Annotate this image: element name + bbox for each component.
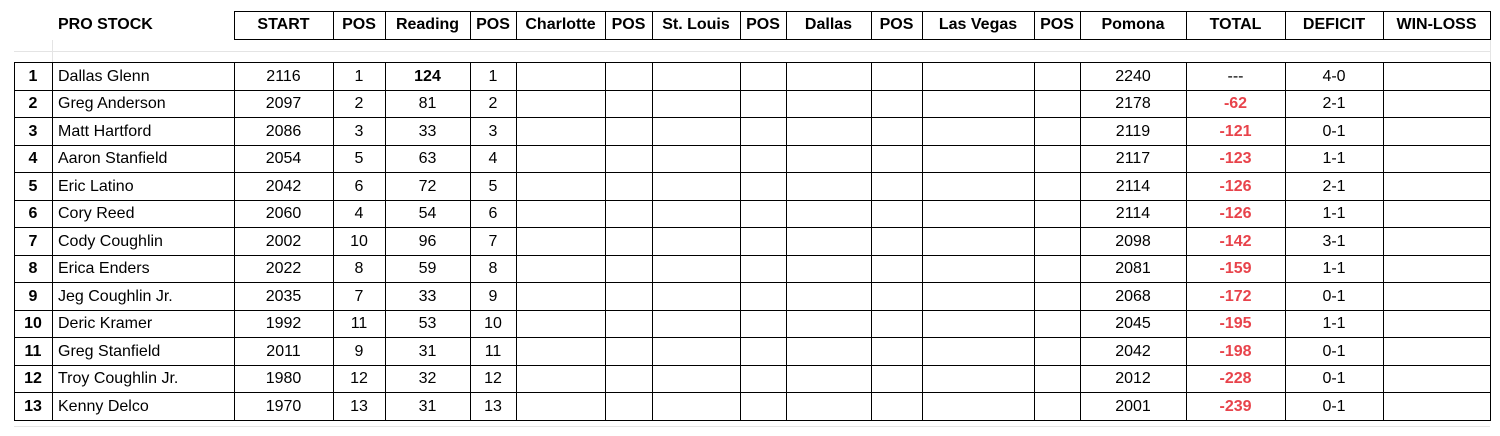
reading-position-cell: 8 (488, 260, 498, 278)
driver-name-cell: Eric Latino (58, 177, 134, 195)
start-position-cell: 2 (354, 95, 364, 113)
reading-position-cell: 7 (488, 232, 498, 250)
deficit-cell: -172 (1219, 287, 1252, 305)
column-header: PRO STOCK (58, 16, 153, 33)
start-position-cell: 13 (350, 397, 368, 415)
driver-name-cell: Dallas Glenn (58, 67, 150, 85)
start-points-cell: 2116 (266, 67, 301, 85)
rank-cell: 13 (24, 397, 42, 415)
column-header: WIN-LOSS (1396, 16, 1477, 33)
driver-name-cell: Deric Kramer (58, 315, 153, 333)
deficit-cell: -126 (1219, 177, 1252, 195)
column-divider (516, 62, 517, 421)
rank-cell: 4 (28, 150, 38, 168)
faint-gridline (14, 426, 1490, 427)
total-points-cell: 2068 (1115, 287, 1151, 305)
reading-points-cell: 33 (418, 122, 437, 140)
reading-points-cell: 54 (418, 205, 437, 223)
total-points-cell: 2098 (1115, 232, 1151, 250)
win-loss-cell: 1-1 (1322, 205, 1346, 223)
column-divider (1034, 62, 1035, 421)
rank-cell: 10 (24, 315, 42, 333)
rank-cell: 5 (28, 177, 38, 195)
reading-position-cell: 5 (488, 177, 498, 195)
win-loss-cell: 0-1 (1322, 342, 1346, 360)
column-header: Pomona (1101, 16, 1165, 33)
deficit-cell: -123 (1219, 150, 1252, 168)
driver-name-cell: Jeg Coughlin Jr. (58, 287, 173, 305)
total-points-cell: 2114 (1115, 205, 1151, 223)
win-loss-cell: 3-1 (1322, 232, 1346, 250)
driver-name-cell: Aaron Stanfield (58, 150, 168, 168)
win-loss-cell: 1-1 (1322, 260, 1346, 278)
start-position-cell: 5 (354, 150, 364, 168)
start-points-cell: 2042 (265, 177, 302, 195)
column-header: POS (1040, 16, 1074, 33)
reading-position-cell: 12 (484, 370, 502, 388)
reading-points-cell: 81 (418, 95, 437, 113)
driver-name-cell: Greg Stanfield (58, 342, 161, 360)
total-points-cell: 2012 (1115, 370, 1151, 388)
win-loss-cell: 2-1 (1322, 95, 1346, 113)
win-loss-cell: 1-1 (1322, 150, 1346, 168)
total-points-cell: 2240 (1115, 67, 1151, 85)
win-loss-cell: 0-1 (1322, 287, 1346, 305)
reading-points-cell: 96 (418, 232, 437, 250)
reading-points-cell: 72 (418, 177, 437, 195)
column-header: Reading (395, 16, 460, 33)
deficit-cell: -198 (1219, 342, 1252, 360)
start-position-cell: 10 (350, 232, 368, 250)
start-position-cell: 3 (354, 122, 364, 140)
reading-points-cell: 59 (418, 260, 437, 278)
rank-cell: 11 (24, 342, 42, 360)
header-column-divider (1490, 11, 1491, 40)
column-divider (1490, 62, 1491, 421)
rank-cell: 7 (28, 232, 38, 250)
start-position-cell: 4 (354, 205, 364, 223)
total-points-cell: 2119 (1115, 122, 1151, 140)
faint-gridline (1490, 40, 1491, 62)
reading-position-cell: 11 (484, 342, 502, 360)
deficit-cell: -121 (1219, 122, 1252, 140)
reading-position-cell: 10 (484, 315, 502, 333)
start-points-cell: 1992 (265, 315, 302, 333)
column-header: TOTAL (1209, 16, 1262, 33)
reading-points-cell: 124 (414, 67, 441, 85)
start-points-cell: 2011 (266, 342, 301, 360)
total-points-cell: 2178 (1115, 95, 1151, 113)
deficit-cell: -62 (1223, 95, 1248, 113)
deficit-cell: -228 (1219, 370, 1252, 388)
column-header: POS (611, 16, 646, 33)
column-header: Charlotte (525, 16, 596, 33)
start-points-cell: 2054 (265, 150, 302, 168)
reading-points-cell: 31 (418, 342, 437, 360)
column-header: St. Louis (662, 16, 730, 33)
reading-points-cell: 53 (418, 315, 437, 333)
reading-points-cell: 33 (418, 287, 437, 305)
reading-position-cell: 4 (488, 150, 498, 168)
column-header: POS (746, 16, 780, 33)
faint-gridline (52, 40, 53, 62)
driver-name-cell: Cory Reed (58, 205, 135, 223)
deficit-cell: -195 (1219, 315, 1252, 333)
start-position-cell: 12 (350, 370, 368, 388)
reading-position-cell: 2 (488, 95, 498, 113)
win-loss-cell: 2-1 (1322, 177, 1346, 195)
reading-points-cell: 32 (418, 370, 437, 388)
start-points-cell: 2002 (265, 232, 302, 250)
rank-cell: 12 (24, 370, 42, 388)
start-position-cell: 9 (354, 342, 364, 360)
deficit-cell: -239 (1219, 397, 1252, 415)
deficit-cell: -142 (1219, 232, 1252, 250)
start-position-cell: 6 (354, 177, 364, 195)
start-points-cell: 2022 (265, 260, 302, 278)
column-divider (1383, 62, 1384, 421)
win-loss-cell: 0-1 (1322, 397, 1346, 415)
driver-name-cell: Erica Enders (58, 260, 150, 278)
column-header: POS (879, 16, 914, 33)
deficit-cell: --- (1227, 67, 1244, 85)
total-points-cell: 2042 (1115, 342, 1151, 360)
start-points-cell: 2097 (265, 95, 302, 113)
deficit-cell: -159 (1219, 260, 1252, 278)
column-header: POS (342, 16, 376, 33)
column-divider (740, 62, 741, 421)
rank-cell: 8 (28, 260, 38, 278)
total-points-cell: 2117 (1115, 150, 1151, 168)
start-position-cell: 8 (354, 260, 364, 278)
column-header: POS (476, 16, 510, 33)
start-position-cell: 11 (350, 315, 368, 333)
rank-cell: 9 (28, 287, 38, 305)
reading-points-cell: 31 (418, 397, 437, 415)
start-position-cell: 7 (354, 287, 364, 305)
deficit-cell: -126 (1219, 205, 1252, 223)
win-loss-cell: 0-1 (1322, 370, 1346, 388)
column-header: Las Vegas (938, 16, 1018, 33)
total-points-cell: 2045 (1115, 315, 1151, 333)
total-points-cell: 2114 (1115, 177, 1151, 195)
driver-name-cell: Kenny Delco (58, 397, 149, 415)
win-loss-cell: 1-1 (1322, 315, 1346, 333)
reading-position-cell: 3 (488, 122, 498, 140)
rank-cell: 3 (28, 122, 38, 140)
reading-position-cell: 9 (488, 287, 498, 305)
column-divider (922, 62, 923, 421)
reading-position-cell: 6 (488, 205, 498, 223)
start-points-cell: 1970 (265, 397, 302, 415)
total-points-cell: 2081 (1115, 260, 1151, 278)
rank-cell: 1 (28, 67, 38, 85)
column-divider (605, 62, 606, 421)
column-header: START (257, 16, 310, 33)
header-border-bottom (234, 39, 1491, 40)
reading-position-cell: 13 (484, 397, 502, 415)
start-points-cell: 2035 (265, 287, 302, 305)
driver-name-cell: Troy Coughlin Jr. (58, 370, 179, 388)
column-divider (871, 62, 872, 421)
reading-position-cell: 1 (488, 67, 498, 85)
total-points-cell: 2001 (1115, 397, 1151, 415)
rank-cell: 2 (28, 95, 38, 113)
rank-cell: 6 (28, 205, 38, 223)
driver-name-cell: Greg Anderson (58, 95, 166, 113)
start-points-cell: 2060 (265, 205, 302, 223)
column-divider (786, 62, 787, 421)
start-position-cell: 1 (354, 67, 364, 85)
start-points-cell: 2086 (265, 122, 302, 140)
faint-gridline (14, 51, 1490, 52)
win-loss-cell: 4-0 (1322, 67, 1346, 85)
reading-points-cell: 63 (418, 150, 437, 168)
column-header: Dallas (804, 16, 853, 33)
win-loss-cell: 0-1 (1322, 122, 1346, 140)
start-points-cell: 1980 (265, 370, 302, 388)
column-header: DEFICIT (1302, 16, 1366, 33)
column-divider (652, 62, 653, 421)
driver-name-cell: Cody Coughlin (58, 232, 163, 250)
driver-name-cell: Matt Hartford (58, 122, 152, 140)
